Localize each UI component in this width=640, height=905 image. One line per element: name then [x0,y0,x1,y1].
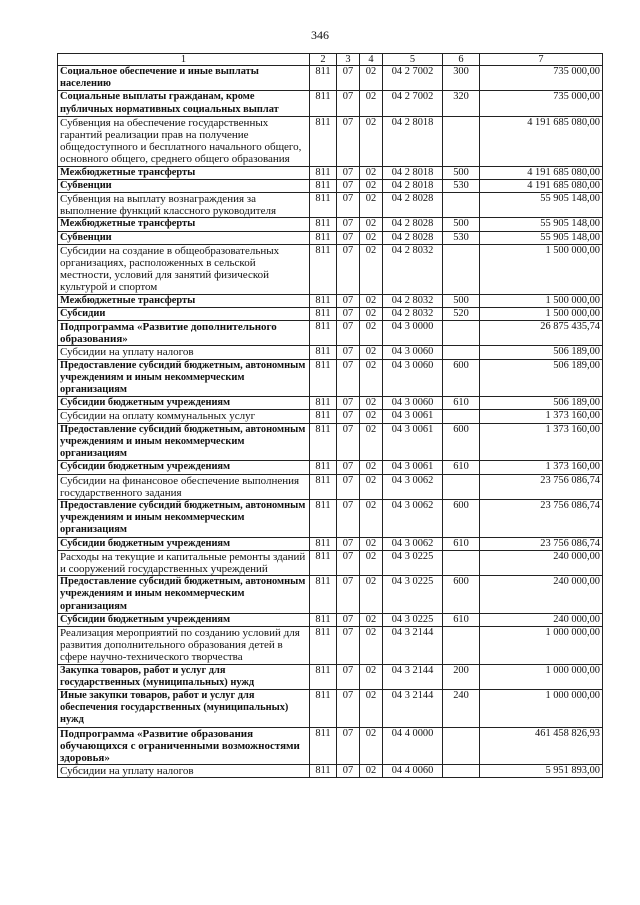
row-rz: 07 [337,613,360,626]
table-row [58,613,603,626]
row-csr: 04 3 2144 [383,664,443,689]
row-ved: 811 [310,765,337,778]
row-sum: 1 373 160,00 [480,410,603,423]
table-row [58,727,603,765]
row-pr: 02 [360,244,383,294]
row-csr: 04 3 0062 [383,537,443,550]
row-rz: 07 [337,294,360,307]
row-rz: 07 [337,116,360,166]
row-sum: 1 000 000,00 [480,689,603,727]
row-sum: 1 500 000,00 [480,294,603,307]
row-pr: 02 [360,474,383,499]
row-vr [443,346,480,359]
row-pr: 02 [360,626,383,664]
row-pr: 02 [360,91,383,116]
row-pr: 02 [360,218,383,231]
row-ved: 811 [310,307,337,320]
row-name: Подпрограмма «Развитие дополнительного образования» [58,321,310,346]
row-name: Субсидии бюджетным учреждениям [58,461,310,474]
table-row [58,179,603,192]
budget-table [57,53,603,778]
row-pr: 02 [360,193,383,218]
row-sum: 55 905 148,00 [480,231,603,244]
row-rz: 07 [337,166,360,179]
row-name: Субвенция на выплату вознаграждения за выполнение функций классного руководителя [58,193,310,218]
row-rz: 07 [337,576,360,614]
row-name: Межбюджетные трансферты [58,294,310,307]
row-csr: 04 3 0225 [383,550,443,575]
row-vr [443,765,480,778]
row-rz: 07 [337,461,360,474]
table-row [58,244,603,294]
table-row [58,576,603,614]
row-ved: 811 [310,550,337,575]
row-vr: 600 [443,499,480,537]
row-pr: 02 [360,537,383,550]
row-vr [443,550,480,575]
table-row [58,231,603,244]
row-name: Субсидии бюджетным учреждениям [58,397,310,410]
row-vr: 300 [443,66,480,91]
row-pr: 02 [360,576,383,614]
row-csr: 04 3 0060 [383,359,443,397]
row-rz: 07 [337,397,360,410]
table-row [58,193,603,218]
row-vr: 600 [443,423,480,461]
row-csr: 04 4 0060 [383,765,443,778]
row-rz: 07 [337,359,360,397]
col-header-name: 1 [58,54,310,66]
row-name: Субсидии на финансовое обеспечение выполнения государственного задания [58,474,310,499]
row-name: Закупка товаров, работ и услуг для государственных (муниципальных) нужд [58,664,310,689]
row-csr: 04 3 0062 [383,499,443,537]
row-pr: 02 [360,689,383,727]
row-name: Субсидии на уплату налогов [58,346,310,359]
row-ved: 811 [310,613,337,626]
row-name: Субвенции [58,179,310,192]
row-csr: 04 4 0000 [383,727,443,765]
row-vr [443,626,480,664]
row-vr: 520 [443,307,480,320]
row-rz: 07 [337,499,360,537]
row-sum: 506 189,00 [480,359,603,397]
page-number: 346 [311,28,329,42]
row-vr: 610 [443,537,480,550]
row-pr: 02 [360,550,383,575]
row-name: Межбюджетные трансферты [58,218,310,231]
row-rz: 07 [337,193,360,218]
header-row [58,54,603,66]
row-ved: 811 [310,359,337,397]
row-csr: 04 3 0000 [383,321,443,346]
row-pr: 02 [360,765,383,778]
row-rz: 07 [337,537,360,550]
row-vr [443,244,480,294]
row-csr: 04 3 2144 [383,689,443,727]
row-name: Субсидии [58,307,310,320]
row-ved: 811 [310,346,337,359]
row-pr: 02 [360,397,383,410]
row-sum: 4 191 685 080,00 [480,166,603,179]
col-header-ved: 2 [310,54,337,66]
row-ved: 811 [310,166,337,179]
col-header-sum: 7 [480,54,603,66]
row-csr: 04 3 0225 [383,613,443,626]
row-sum: 5 951 893,00 [480,765,603,778]
row-ved: 811 [310,66,337,91]
row-sum: 506 189,00 [480,397,603,410]
table-row [58,537,603,550]
row-vr [443,193,480,218]
table-row [58,664,603,689]
row-ved: 811 [310,179,337,192]
row-vr: 610 [443,613,480,626]
row-sum: 1 500 000,00 [480,244,603,294]
row-name: Реализация мероприятий по созданию условий для развития дополнительного образования детей в сфере научно-технического творчества [58,626,310,664]
table-row [58,346,603,359]
row-ved: 811 [310,626,337,664]
row-sum: 1 373 160,00 [480,461,603,474]
row-name: Предоставление субсидий бюджетным, автономным учреждениям и иным некоммерческим организациям [58,576,310,614]
row-csr: 04 2 8018 [383,166,443,179]
row-vr [443,727,480,765]
row-vr [443,474,480,499]
table-row [58,499,603,537]
row-ved: 811 [310,576,337,614]
row-name: Субсидии бюджетным учреждениям [58,537,310,550]
row-ved: 811 [310,91,337,116]
table-row [58,550,603,575]
row-ved: 811 [310,218,337,231]
row-csr: 04 2 7002 [383,91,443,116]
row-name: Предоставление субсидий бюджетным, автономным учреждениям и иным некоммерческим организациям [58,499,310,537]
row-rz: 07 [337,179,360,192]
row-ved: 811 [310,193,337,218]
row-sum: 240 000,00 [480,550,603,575]
row-rz: 07 [337,307,360,320]
row-csr: 04 3 0225 [383,576,443,614]
table-row [58,410,603,423]
row-pr: 02 [360,66,383,91]
row-sum: 26 875 435,74 [480,321,603,346]
row-ved: 811 [310,244,337,294]
row-sum: 1 000 000,00 [480,626,603,664]
col-header-csr: 5 [383,54,443,66]
row-name: Социальное обеспечение и иные выплаты населению [58,66,310,91]
row-ved: 811 [310,727,337,765]
table-row [58,321,603,346]
row-ved: 811 [310,461,337,474]
row-vr: 610 [443,397,480,410]
row-vr: 320 [443,91,480,116]
table-row [58,116,603,166]
row-ved: 811 [310,294,337,307]
row-rz: 07 [337,550,360,575]
row-pr: 02 [360,461,383,474]
row-sum: 461 458 826,93 [480,727,603,765]
row-rz: 07 [337,474,360,499]
table-row [58,626,603,664]
row-sum: 4 191 685 080,00 [480,179,603,192]
table-row [58,765,603,778]
table-row [58,307,603,320]
row-pr: 02 [360,499,383,537]
row-name: Субвенции [58,231,310,244]
row-rz: 07 [337,244,360,294]
row-csr: 04 2 7002 [383,66,443,91]
row-csr: 04 3 0060 [383,397,443,410]
row-name: Расходы на текущие и капитальные ремонты зданий и сооружений государственных учреждений [58,550,310,575]
row-name: Иные закупки товаров, работ и услуг для обеспечения государственных (муниципальных) нужд [58,689,310,727]
row-vr: 240 [443,689,480,727]
table-row [58,218,603,231]
table-row [58,294,603,307]
row-sum: 55 905 148,00 [480,193,603,218]
row-name: Субсидии на уплату налогов [58,765,310,778]
row-csr: 04 2 8032 [383,307,443,320]
row-rz: 07 [337,689,360,727]
row-ved: 811 [310,664,337,689]
row-pr: 02 [360,116,383,166]
row-sum: 4 191 685 080,00 [480,116,603,166]
col-header-vr: 6 [443,54,480,66]
row-vr: 500 [443,166,480,179]
table-row [58,689,603,727]
row-ved: 811 [310,423,337,461]
row-ved: 811 [310,116,337,166]
row-vr: 200 [443,664,480,689]
row-name: Субсидии на оплату коммунальных услуг [58,410,310,423]
col-header-rz: 3 [337,54,360,66]
row-pr: 02 [360,410,383,423]
row-pr: 02 [360,294,383,307]
table-row [58,359,603,397]
row-vr: 600 [443,359,480,397]
row-sum: 23 756 086,74 [480,537,603,550]
row-vr: 530 [443,231,480,244]
row-pr: 02 [360,359,383,397]
row-rz: 07 [337,410,360,423]
table-row [58,423,603,461]
row-rz: 07 [337,218,360,231]
row-rz: 07 [337,91,360,116]
row-sum: 55 905 148,00 [480,218,603,231]
row-rz: 07 [337,423,360,461]
row-pr: 02 [360,179,383,192]
row-csr: 04 3 0060 [383,346,443,359]
row-vr [443,410,480,423]
row-rz: 07 [337,626,360,664]
row-pr: 02 [360,321,383,346]
row-vr: 500 [443,218,480,231]
row-ved: 811 [310,397,337,410]
row-csr: 04 3 0061 [383,461,443,474]
row-name: Предоставление субсидий бюджетным, автономным учреждениям и иным некоммерческим организациям [58,423,310,461]
row-csr: 04 2 8018 [383,179,443,192]
row-vr [443,321,480,346]
row-name: Субвенция на обеспечение государственных гарантий реализации прав на получение общедоступного и бесплатного начального общего, основного общего, среднего общего образования [58,116,310,166]
row-rz: 07 [337,346,360,359]
row-pr: 02 [360,423,383,461]
row-pr: 02 [360,231,383,244]
row-rz: 07 [337,664,360,689]
table-row [58,91,603,116]
row-sum: 240 000,00 [480,576,603,614]
row-rz: 07 [337,231,360,244]
row-csr: 04 3 0061 [383,410,443,423]
row-sum: 240 000,00 [480,613,603,626]
row-name: Субсидии бюджетным учреждениям [58,613,310,626]
row-csr: 04 3 2144 [383,626,443,664]
row-pr: 02 [360,613,383,626]
row-sum: 506 189,00 [480,346,603,359]
row-name: Подпрограмма «Развитие образования обучающихся с ограниченными возможностями здоровья» [58,727,310,765]
row-name: Социальные выплаты гражданам, кроме публичных нормативных социальных выплат [58,91,310,116]
row-ved: 811 [310,499,337,537]
row-name: Межбюджетные трансферты [58,166,310,179]
row-sum: 1 000 000,00 [480,664,603,689]
table-row [58,166,603,179]
row-sum: 1 500 000,00 [480,307,603,320]
row-sum: 1 373 160,00 [480,423,603,461]
row-name: Предоставление субсидий бюджетным, автономным учреждениям и иным некоммерческим организациям [58,359,310,397]
row-csr: 04 2 8028 [383,193,443,218]
row-pr: 02 [360,346,383,359]
row-rz: 07 [337,66,360,91]
row-csr: 04 2 8028 [383,231,443,244]
table-row [58,461,603,474]
row-rz: 07 [337,765,360,778]
row-rz: 07 [337,727,360,765]
row-csr: 04 3 0062 [383,474,443,499]
row-pr: 02 [360,166,383,179]
row-csr: 04 2 8032 [383,294,443,307]
row-vr [443,116,480,166]
row-sum: 23 756 086,74 [480,474,603,499]
row-csr: 04 2 8028 [383,218,443,231]
col-header-pr: 4 [360,54,383,66]
row-vr: 610 [443,461,480,474]
row-sum: 735 000,00 [480,66,603,91]
row-ved: 811 [310,474,337,499]
row-pr: 02 [360,307,383,320]
row-rz: 07 [337,321,360,346]
table-row [58,474,603,499]
row-vr: 500 [443,294,480,307]
row-pr: 02 [360,727,383,765]
table-row [58,66,603,91]
row-sum: 735 000,00 [480,91,603,116]
row-ved: 811 [310,537,337,550]
row-ved: 811 [310,689,337,727]
row-ved: 811 [310,231,337,244]
row-name: Субсидии на создание в общеобразовательных организациях, расположенных в сельской местности, условий для занятий физической культурой и спортом [58,244,310,294]
row-sum: 23 756 086,74 [480,499,603,537]
row-csr: 04 2 8018 [383,116,443,166]
row-vr: 530 [443,179,480,192]
row-ved: 811 [310,410,337,423]
row-csr: 04 2 8032 [383,244,443,294]
row-pr: 02 [360,664,383,689]
table-row [58,397,603,410]
row-ved: 811 [310,321,337,346]
row-csr: 04 3 0061 [383,423,443,461]
row-vr: 600 [443,576,480,614]
